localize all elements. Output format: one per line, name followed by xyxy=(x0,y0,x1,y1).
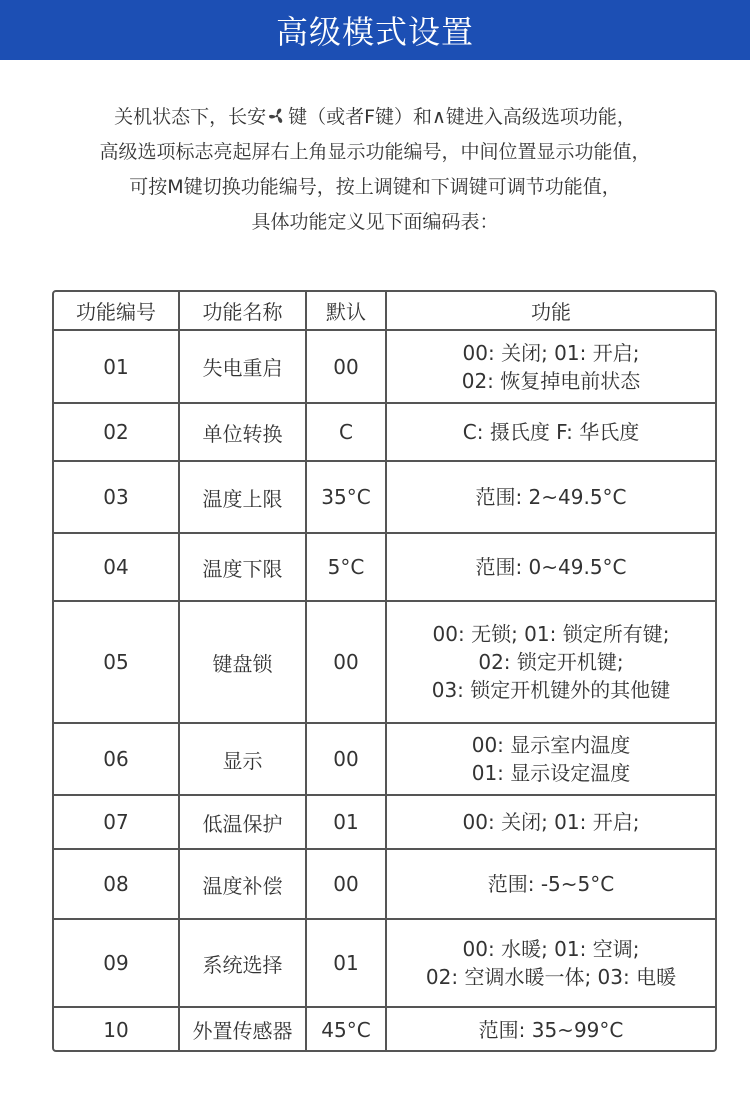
function-table xyxy=(54,292,715,1051)
table-row xyxy=(54,1007,715,1051)
cell-code: 07 xyxy=(54,795,179,849)
intro-line-1 xyxy=(0,100,750,135)
cell-default: 45°C xyxy=(306,1007,386,1051)
cell-code: 10 xyxy=(54,1007,179,1051)
table-row xyxy=(54,330,715,403)
cell-default: 00 xyxy=(306,849,386,919)
function-line: 范围: 2~49.5°C xyxy=(475,485,627,509)
cell-function xyxy=(386,403,715,461)
header-bar xyxy=(0,0,750,60)
table-row xyxy=(54,461,715,533)
function-line: 范围: 0~49.5°C xyxy=(475,555,627,579)
intro-line-1-start: 关机状态下，长安 xyxy=(114,106,267,128)
cell-name: 温度补偿 xyxy=(179,849,306,919)
cell-code: 06 xyxy=(54,723,179,795)
cell-name: 外置传感器 xyxy=(179,1007,306,1051)
table-row xyxy=(54,601,715,723)
intro-line-3: 可按M键切换功能编号，按上调键和下调键可调节功能值， xyxy=(129,176,621,198)
table-row xyxy=(54,795,715,849)
function-line: 02: 空调水暖一体; 03: 电暖 xyxy=(425,965,677,989)
cell-code: 03 xyxy=(54,461,179,533)
cell-name: 键盘锁 xyxy=(179,601,306,723)
function-line: 03: 锁定开机键外的其他键 xyxy=(431,678,671,702)
function-line: 02: 锁定开机键; xyxy=(478,650,624,674)
cell-function xyxy=(386,461,715,533)
table-row xyxy=(54,723,715,795)
cell-code: 05 xyxy=(54,601,179,723)
header-name: 功能名称 xyxy=(179,292,306,330)
page-title: 高级模式设置 xyxy=(275,13,474,51)
cell-code: 09 xyxy=(54,919,179,1007)
cell-default: 01 xyxy=(306,795,386,849)
function-line: 01: 显示设定温度 xyxy=(471,761,631,785)
cell-function xyxy=(386,601,715,723)
function-line: 00: 显示室内温度 xyxy=(471,733,631,757)
table-row xyxy=(54,403,715,461)
cell-default: C xyxy=(306,403,386,461)
cell-function xyxy=(386,849,715,919)
intro-line-4: 具体功能定义见下面编码表： xyxy=(251,211,499,233)
cell-default: 00 xyxy=(306,723,386,795)
function-line: 00: 无锁; 01: 锁定所有键; xyxy=(432,622,670,646)
cell-code: 02 xyxy=(54,403,179,461)
function-line: 范围: 35~99°C xyxy=(478,1017,624,1042)
table-row xyxy=(54,533,715,601)
cell-name: 失电重启 xyxy=(179,330,306,403)
function-line: 02: 恢复掉电前状态 xyxy=(461,368,641,393)
table-row xyxy=(54,849,715,919)
header-function: 功能 xyxy=(386,292,715,330)
cell-name: 单位转换 xyxy=(179,403,306,461)
cell-name: 温度上限 xyxy=(179,461,306,533)
cell-default: 00 xyxy=(306,330,386,403)
cell-function xyxy=(386,919,715,1007)
cell-function xyxy=(386,723,715,795)
function-line: 00: 水暖; 01: 空调; xyxy=(462,937,640,961)
table-row xyxy=(54,919,715,1007)
cell-default: 01 xyxy=(306,919,386,1007)
function-line: 00: 关闭; 01: 开启; xyxy=(462,340,640,365)
code-table xyxy=(52,290,717,1052)
cell-default: 5°C xyxy=(306,533,386,601)
header-default: 默认 xyxy=(306,292,386,330)
table-header-row xyxy=(54,292,715,330)
cell-name: 显示 xyxy=(179,723,306,795)
cell-code: 04 xyxy=(54,533,179,601)
intro-line-2: 高级选项标志亮起屏右上角显示功能编号，中间位置显示功能值， xyxy=(99,141,651,163)
function-line: 范围: -5~5°C xyxy=(487,872,615,896)
cell-name: 温度下限 xyxy=(179,533,306,601)
cell-default: 00 xyxy=(306,601,386,723)
cell-function xyxy=(386,1007,715,1051)
function-line: C: 摄氏度 F: 华氏度 xyxy=(462,420,640,444)
intro-text xyxy=(0,100,750,240)
cell-name: 系统选择 xyxy=(179,919,306,1007)
header-code: 功能编号 xyxy=(54,292,179,330)
function-line: 00: 关闭; 01: 开启; xyxy=(462,810,640,834)
cell-code: 01 xyxy=(54,330,179,403)
cell-function xyxy=(386,533,715,601)
intro-line-1-end: 键（或者F键）和∧键进入高级选项功能， xyxy=(288,106,636,128)
cell-default: 35°C xyxy=(306,461,386,533)
cell-code: 08 xyxy=(54,849,179,919)
fan-icon xyxy=(268,107,286,125)
cell-name: 低温保护 xyxy=(179,795,306,849)
cell-function xyxy=(386,795,715,849)
cell-function xyxy=(386,330,715,403)
